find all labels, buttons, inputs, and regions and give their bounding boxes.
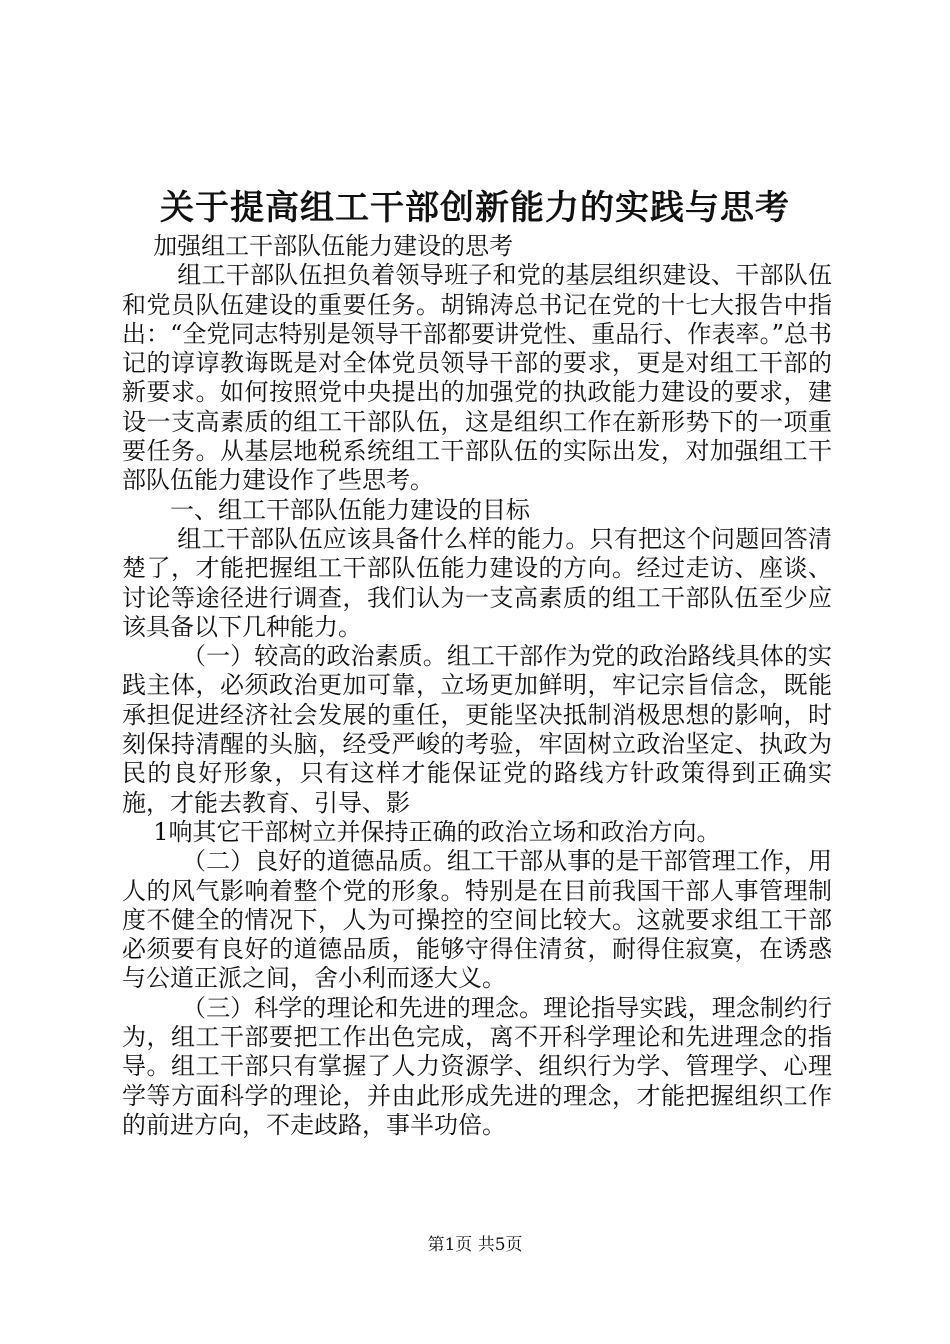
document-body [122,232,832,1140]
intro-paragraph: 组工干部队伍担负着领导班子和党的基层组织建设、干部队伍和党员队伍建设的重要任务。胡锦涛总书记在党的十七大报告中指出：“全党同志特别是领导干部都要讲党性、重品行、作表率。”总书记的谆谆教诲既是对全体党员领导干部的要求，更是对组工干部的新要求。如何按照党中央提出的加强党的执政能力建设的要求，建设一支高素质的组工干部队伍，这是组织工作在新形势下的一项重要任务。从基层地税系统组工干部队伍的实际出发，对加强组工干部队伍能力建设作了些思考。 [122,261,832,495]
item-2-paragraph: （二）良好的道德品质。组工干部从事的是干部管理工作，用人的风气影响着整个党的形象。特别是在目前我国干部人事管理制度不健全的情况下，人为可操控的空间比较大。这就要求组工干部必须要有良好的道德品质，能够守得住清贫，耐得住寂寞，在诱惑与公道正派之间，舍小利而逐大义。 [122,847,832,993]
section-1-paragraph: 组工干部队伍应该具备什么样的能力。只有把这个问题回答清楚了，才能把握组工干部队伍能力建设的方向。经过走访、座谈、讨论等途径进行调查，我们认为一支高素质的组工干部队伍至少应该具备以下几种能力。 [122,524,832,641]
item-3-paragraph: （三）科学的理论和先进的理念。理论指导实践，理念制约行为，组工干部要把工作出色完成，离不开科学理论和先进理念的指导。组工干部只有掌握了人力资源学、组织行为学、管理学、心理学等方面科学的理论，并由此形成先进的理念，才能把握组织工作的前进方向，不走歧路，事半功倍。 [122,993,832,1139]
item-1-paragraph: （一）较高的政治素质。组工干部作为党的政治路线具体的实践主体，必须政治更加可靠，立场更加鲜明，牢记宗旨信念，既能承担促进经济社会发展的重任，更能坚决抵制消极思想的影响，时刻保持清醒的头脑，经受严峻的考验，牢固树立政治坚定、执政为民的良好形象，只有这样才能保证党的路线方针政策得到正确实施，才能去教育、引导、影 [122,642,832,817]
item-1-continuation: 1响其它干部树立并保持正确的政治立场和政治方向。 [153,817,721,846]
subtitle-paragraph: 加强组工干部队伍能力建设的思考 [153,232,514,260]
section-heading-1: 一、组工干部队伍能力建设的目标 [170,495,530,524]
document-title: 关于提高组工干部创新能力的实践与思考 [160,188,790,228]
page-footer: 第1页 共5页 [427,1235,523,1255]
